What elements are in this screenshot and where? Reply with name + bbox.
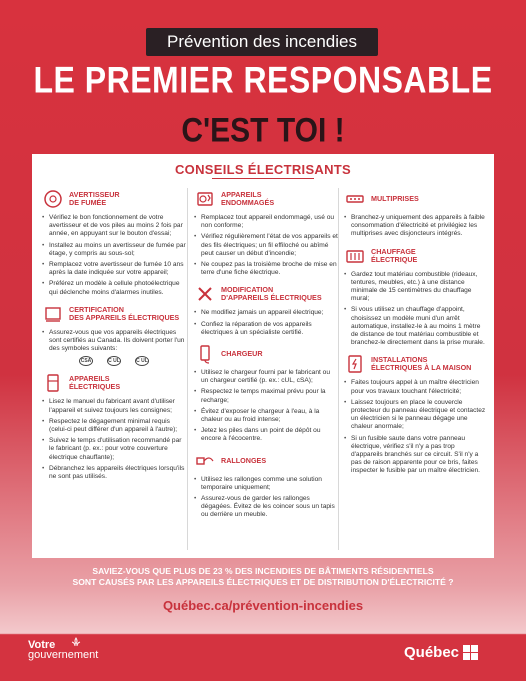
section-title: MODIFICATION D'APPAREILS ÉLECTRIQUES bbox=[221, 285, 322, 303]
tips-column-3 bbox=[344, 188, 488, 482]
quebec-flag-icon bbox=[463, 645, 478, 660]
section-damaged-appliances bbox=[194, 188, 338, 277]
tip-item: • Respectez le temps maximal prévu pour la recharge; bbox=[194, 388, 338, 404]
cul-mark: C UL bbox=[108, 358, 120, 365]
appliance-icon bbox=[42, 372, 64, 394]
extension-cord-icon bbox=[194, 450, 216, 472]
gov-line-1: Votre bbox=[28, 639, 56, 651]
statistic-question bbox=[0, 566, 526, 588]
section-title: CHARGEUR bbox=[221, 349, 263, 359]
cul-listed-mark: C UL bbox=[136, 358, 148, 365]
column-divider bbox=[338, 188, 339, 550]
tip-item: • Branchez-y uniquement des appareils à faible consommation d'électricité et privilégiez les multiprises avec disjoncteurs intégrés. bbox=[344, 214, 488, 239]
tip-item: • Faites toujours appel à un maître électricien pour vos travaux touchant l'électricité; bbox=[344, 379, 488, 395]
tip-item: • Respectez le dégagement minimal requis (celui-ci peut différer d'un appareil à l'autre); bbox=[42, 418, 186, 434]
charger-icon bbox=[194, 343, 216, 365]
tip-item: • Remplacez votre avertisseur de fumée 10 ans après la date indiquée sur votre appareil; bbox=[42, 261, 186, 277]
section-smoke-detector bbox=[42, 188, 186, 297]
statistic-line-2: SONT CAUSÉS PAR LES APPAREILS ÉLECTRIQUES ET DE DISTRIBUTION D'ÉLECTRICITÉ ? bbox=[72, 577, 454, 587]
main-title-accent: C'EST TOI ! bbox=[181, 111, 345, 150]
gov-line-2: gouvernement bbox=[28, 649, 99, 661]
website-link[interactable]: Québec.ca/prévention-incendies bbox=[162, 598, 364, 613]
card-title: CONSEILS ÉLECTRISANTS bbox=[174, 162, 352, 177]
section-modification bbox=[194, 283, 338, 337]
tips-column-1 bbox=[42, 188, 186, 487]
main-title: LE PREMIER RESPONSABLE bbox=[33, 59, 493, 101]
section-title: CERTIFICATION DES APPAREILS ÉLECTRIQUES bbox=[69, 304, 180, 322]
section-power-strips bbox=[344, 188, 488, 239]
tip-item: • Préférez un modèle à cellule photoélectrique qui déclenche moins d'alarmes inutiles. bbox=[42, 280, 186, 296]
tip-item: • Jetez les piles dans un point de dépôt ou encore à l'écocentre. bbox=[194, 427, 338, 443]
tip-item: • Ne modifiez jamais un appareil électrique; bbox=[194, 309, 338, 317]
tip-item: • Assurez-vous que vos appareils électriques sont certifiés au Canada. Ils doivent porter l'un des symboles suivants: bbox=[42, 329, 186, 354]
power-strip-icon bbox=[344, 188, 366, 210]
certification-marks bbox=[42, 356, 186, 366]
tips-column-2 bbox=[194, 188, 338, 526]
section-charger bbox=[194, 343, 338, 444]
column-divider bbox=[187, 188, 188, 550]
tip-item: • Remplacez tout appareil endommagé, usé ou non conforme; bbox=[194, 214, 338, 230]
tip-item: • Gardez tout matériau combustible (rideaux, tentures, meubles, etc.) à une distance minimale de 15 centimètres du chauffage mural; bbox=[344, 271, 488, 304]
tip-item: • Lisez le manuel du fabricant avant d'utiliser l'appareil et suivez toujours les consignes; bbox=[42, 398, 186, 414]
tip-item: • Laissez toujours en place le couvercle protecteur du panneau électrique et contactez un électricien si le panneau dégage une chaleur anormale; bbox=[344, 399, 488, 432]
section-extension-cords bbox=[194, 450, 338, 520]
tip-item: • Suivez le temps d'utilisation recommandé par le fabricant (p. ex.: pour votre couverture électrique chauffante); bbox=[42, 437, 186, 462]
tools-icon bbox=[194, 283, 216, 305]
tip-item: • Ne coupez pas la troisième broche de mise en terre d'une fiche électrique. bbox=[194, 261, 338, 277]
smoke-detector-icon bbox=[42, 188, 64, 210]
title-underline bbox=[212, 178, 314, 179]
tip-item: • Si un fusible saute dans votre panneau électrique, vérifiez s'il n'y a pas trop d'appareils branchés sur ce circuit. S'il n'y a pas de raison apparente pour ce bris, faites inspecter le fusible par un maître électricien. bbox=[344, 435, 488, 476]
tip-item: • Utilisez les rallonges comme une solution temporaire uniquement; bbox=[194, 476, 338, 492]
tip-item: • Installez au moins un avertisseur de fumée par étage, y compris au sous-sol; bbox=[42, 242, 186, 258]
heater-icon bbox=[344, 245, 366, 267]
brand-name: Québec bbox=[404, 644, 460, 661]
statistic-line-1: SAVIEZ-VOUS QUE PLUS DE 23 % DES INCENDIES DE BÂTIMENTS RÉSIDENTIELS bbox=[92, 566, 434, 576]
section-title: AVERTISSEUR DE FUMÉE bbox=[69, 190, 120, 207]
tip-item: • Confiez la réparation de vos appareils électriques à un spécialiste certifié. bbox=[194, 321, 338, 337]
quebec-wordmark bbox=[404, 644, 478, 661]
fleur-de-lis-icon bbox=[70, 636, 82, 654]
tip-item: • Débranchez les appareils électriques lorsqu'ils ne sont pas utilisés. bbox=[42, 465, 186, 481]
tip-item: • Évitez d'exposer le chargeur à l'eau, à la chaleur ou au froid intense; bbox=[194, 408, 338, 424]
csa-mark: CSA bbox=[80, 358, 92, 365]
certification-icon bbox=[42, 303, 64, 325]
section-appliances bbox=[42, 372, 186, 481]
tips-card bbox=[32, 154, 494, 558]
section-electric-heating bbox=[344, 245, 488, 348]
tip-item: • Assurez-vous de garder les rallonges dégagées. Évitez de les coincer sous un tapis ou derrière un meuble. bbox=[194, 495, 338, 520]
tip-item: • Si vous utilisez un chauffage d'appoint, choisissez un modèle muni d'un arrêt automatique, installez-le à au moins 1 mètre de distance de tout matériau combustible et branchez-le directement dans la prise murale. bbox=[344, 306, 488, 347]
tip-item: • Vérifiez le bon fonctionnement de votre avertisseur et de vos piles au moins 2 fois par année, en appuyant sur le bouton d'essai; bbox=[42, 214, 186, 239]
government-signature bbox=[28, 640, 98, 660]
damaged-appliance-icon bbox=[194, 188, 216, 210]
section-home-installations bbox=[344, 353, 488, 475]
tip-item: • Utilisez le chargeur fourni par le fabricant ou un chargeur certifié (p. ex.: cUL, cSA); bbox=[194, 369, 338, 385]
topic-pill: Prévention des incendies bbox=[146, 28, 378, 56]
section-title: APPAREILS ÉLECTRIQUES bbox=[69, 374, 121, 392]
electrical-panel-icon bbox=[344, 353, 366, 375]
section-title: CHAUFFAGE ÉLECTRIQUE bbox=[371, 246, 418, 264]
section-title: INSTALLATIONS ÉLECTRIQUES À LA MAISON bbox=[371, 355, 472, 373]
tip-item: • Vérifiez régulièrement l'état de vos appareils et des fils électriques; un fil effiloché ou abîmé peut causer un début d'incendie; bbox=[194, 233, 338, 258]
section-title: RALLONGES bbox=[221, 455, 267, 465]
section-title: APPAREILS ENDOMMAGÉS bbox=[221, 190, 275, 207]
section-certification bbox=[42, 303, 186, 367]
section-title: MULTIPRISES bbox=[371, 194, 419, 203]
